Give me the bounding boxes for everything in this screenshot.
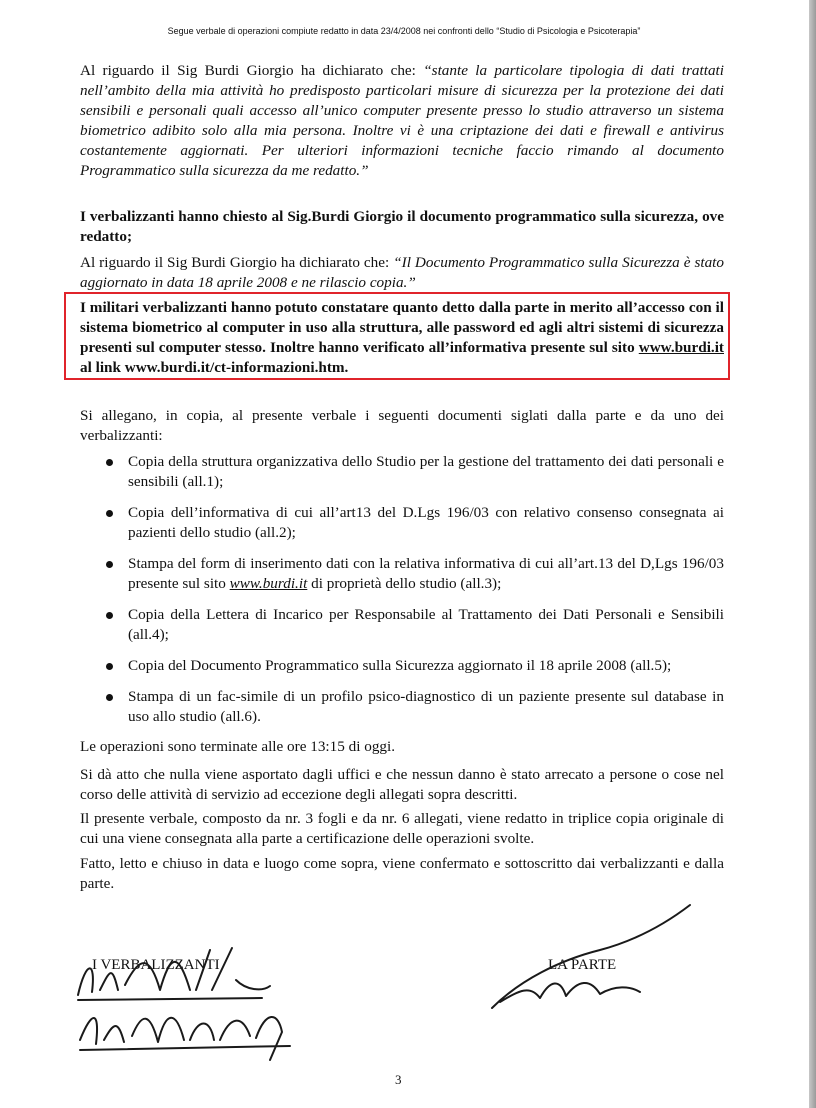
list-item: Stampa del form di inserimento dati con la relativa informativa di cui all’art.13 del D,Lgs 196/03 presente sul sito www.burdi.it di proprietà dello studio (all.3); — [80, 554, 724, 594]
list-item: Copia della Lettera di Incarico per Responsabile al Trattamento dei Dati Personali e Sensibili (all.4); — [80, 605, 724, 645]
list-item: Copia dell’informativa di cui all’art13 del D.Lgs 196/03 con relativo consenso consegnata ai pazienti dello studio (all.2); — [80, 503, 724, 543]
paragraph-request: I verbalizzanti hanno chiesto al Sig.Burdi Giorgio il documento programmatico sulla sicurezza, ove redatto; — [80, 208, 724, 245]
page-header: Segue verbale di operazioni compiute redatto in data 23/4/2008 nei confronti dello “Studio di Psicologia e Psicoterapia” — [167, 26, 641, 36]
signature-left-1 — [78, 948, 270, 995]
verification-tail: al link www.burdi.it/ct-informazioni.htm. — [80, 359, 349, 376]
signature-left-2-underline — [80, 1046, 290, 1050]
site-link[interactable]: www.burdi.it — [229, 575, 308, 592]
verbalizzanti-label: I VERBALIZZANTI — [92, 957, 220, 973]
signature-left-2 — [80, 1017, 282, 1060]
list-item: Copia del Documento Programmatico sulla Sicurezza aggiornato il 18 aprile 2008 (all.5); — [80, 656, 724, 676]
declaration-intro: Al riguardo il Sig Burdi Giorgio ha dichiarato che: — [80, 254, 394, 271]
declaration-quote: “Il Documento Programmatico sulla Sicurezza è stato aggiornato in data 18 aprile 2008 e ne rilascio copia.” — [80, 254, 724, 291]
verification-text: I militari verbalizzanti hanno potuto constatare quanto detto dalla parte in merito all’accesso con il sistema biometrico al computer in uso alla struttura, alle password ed agli altri sistemi di sicurezza presenti sul computer stesso. Inoltre hanno verificato all’informativa presente sul sito — [80, 299, 724, 356]
page-number: 3 — [395, 1072, 402, 1087]
parte-label: LA PARTE — [548, 957, 617, 973]
paragraph-nothing-removed: Si dà atto che nulla viene asportato dagli uffici e che nessun danno è stato arrecato a persone o cose nel corso delle attività di servizio ad eccezione degli allegati sopra descritti. — [80, 766, 724, 803]
signature-left-1-underline — [78, 998, 262, 1000]
paragraph-attachments-intro: Si allegano, in copia, al presente verbale i seguenti documenti siglati dalla parte e da uno dei verbalizzanti: — [80, 407, 724, 444]
site-link[interactable]: www.burdi.it — [638, 339, 724, 356]
paragraph-closing: Fatto, letto e chiuso in data e luogo come sopra, viene confermato e sottoscritto dai verbalizzanti e dalla parte. — [80, 855, 724, 892]
list-item: Copia della struttura organizzativa dello Studio per la gestione del trattamento dei dati personali e sensibili (all.1); — [80, 452, 724, 492]
declaration-intro: Al riguardo il Sig Burdi Giorgio ha dichiarato che: — [80, 62, 424, 79]
list-item: Stampa di un fac-simile di un profilo psico-diagnostico di un paziente presente sul database in uso allo studio (all.6). — [80, 687, 724, 727]
declaration-quote: “stante la particolare tipologia di dati trattati nell’ambito della mia attività ho predisposto particolari misure di sicurezza per la protezione dei dati sensibili e personali quali accesso all’unico computer presente presso lo studio attraverso un sistema biometrico adibito solo alla mia persona. Inoltre vi è una criptazione dei dati e firewall e antivirus costantemente aggiornati. Per ulteriori informazioni tecniche faccio rimando al documento Programmatico sulla sicurezza da me redatto.” — [80, 62, 724, 179]
signature-right — [492, 905, 690, 1008]
paragraph-copies: Il presente verbale, composto da nr. 3 fogli e da nr. 6 allegati, viene redatto in triplice copia originale di cui una viene consegnata alla parte a certificazione delle operazioni svolte. — [80, 810, 724, 847]
paragraph-end-time: Le operazioni sono terminate alle ore 13:15 di oggi. — [80, 738, 396, 755]
